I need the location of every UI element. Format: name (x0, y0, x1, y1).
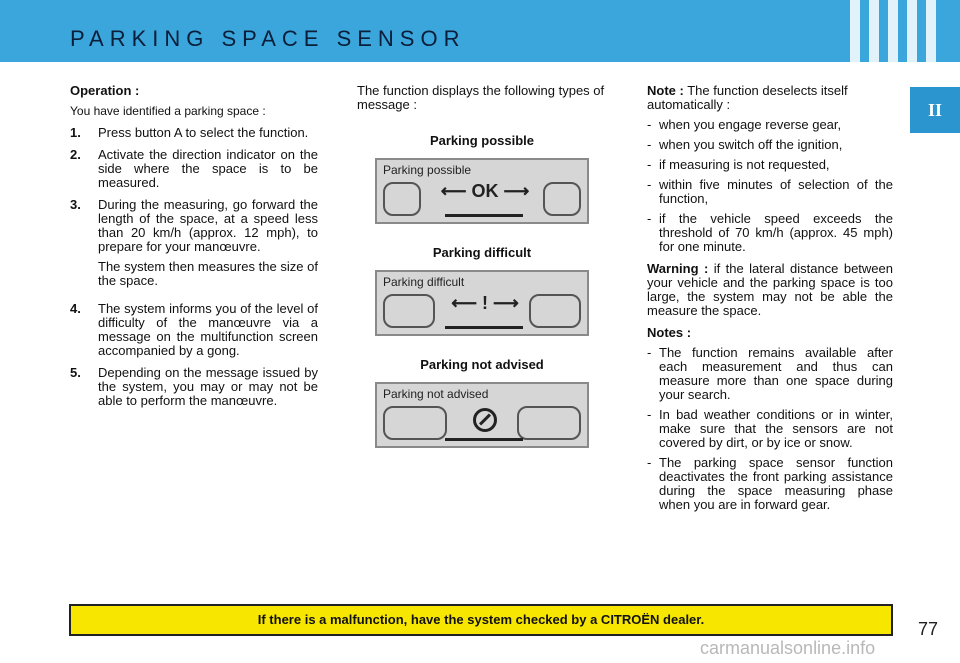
list-item: - within five minutes of selection of the function, (647, 177, 893, 206)
list-item: - when you engage reverse gear, (647, 117, 842, 132)
note-paragraph: Note : The function deselects itself automatically : (647, 83, 848, 112)
screen-parking-difficult: Parking difficult ⟵ ! ⟶ (375, 270, 589, 336)
notes-column (647, 84, 893, 512)
list-item: - The parking space sensor function deactivates the front parking assistance during the space measuring phase when you are in forward gear. (647, 455, 893, 512)
car-icon (517, 406, 581, 440)
caption-parking-difficult: Parking difficult (432, 245, 532, 260)
caption-parking-possible: Parking possible (429, 133, 535, 148)
section-tab: II (910, 87, 960, 133)
car-icon (383, 182, 421, 216)
page-header (0, 0, 960, 62)
list-item: - if the vehicle speed exceeds the threshold of 70 km/h (approx. 45 mph) for one minute. (647, 211, 893, 254)
messages-column (357, 84, 607, 448)
page-number: 77 (918, 619, 939, 639)
car-icon (529, 294, 581, 328)
operation-heading: Operation : (70, 83, 140, 98)
operation-column (70, 84, 318, 408)
screen-parking-possible: Parking possible ⟵ OK ⟶ (375, 158, 589, 224)
no-entry-icon (473, 408, 497, 432)
screen-parking-not-advised: Parking not advised (375, 382, 589, 448)
car-icon (543, 182, 581, 216)
car-icon (383, 294, 435, 328)
step-item: 1. Press button A to select the function. (70, 125, 309, 140)
messages-intro: The function displays the following types of message : (357, 83, 605, 112)
step-item: 4. The system informs you of the level of difficulty of the manœuvre via a message on the multifunction screen accompanied by a gong. (70, 301, 318, 358)
notes-heading: Notes : (647, 325, 692, 340)
header-stripes (850, 0, 936, 62)
list-item: - if measuring is not requested, (647, 157, 830, 172)
warning-paragraph: Warning : if the lateral distance between your vehicle and the parking space is too large, the system may not be able the measure the space. (647, 261, 893, 318)
watermark: carmanualsonline.info (700, 638, 876, 658)
step-item: 2. Activate the direction indicator on the side where the space is to be measured. (70, 147, 318, 190)
list-item: - The function remains available after each measurement and thus can measure more than one space during your search. (647, 345, 893, 402)
operation-intro: You have identified a parking space : (70, 104, 266, 118)
malfunction-banner: If there is a malfunction, have the system checked by a CITROËN dealer. (69, 604, 893, 636)
list-item: - when you switch off the ignition, (647, 137, 843, 152)
step-item: 3. During the measuring, go forward the length of the space, at a speed less than 20 km/h (approx. 12 mph), to prepare for your manœuvre. The system then measures the size of the space. (70, 197, 318, 288)
page-title: PARKING SPACE SENSOR (70, 26, 466, 51)
step-item: 5. Depending on the message issued by the system, you may or may not be able to perform the manœuvre. (70, 365, 318, 408)
caption-parking-not-advised: Parking not advised (420, 357, 544, 372)
list-item: - In bad weather conditions or in winter, make sure that the sensors are not covered by dirt, or by ice or snow. (647, 407, 893, 450)
